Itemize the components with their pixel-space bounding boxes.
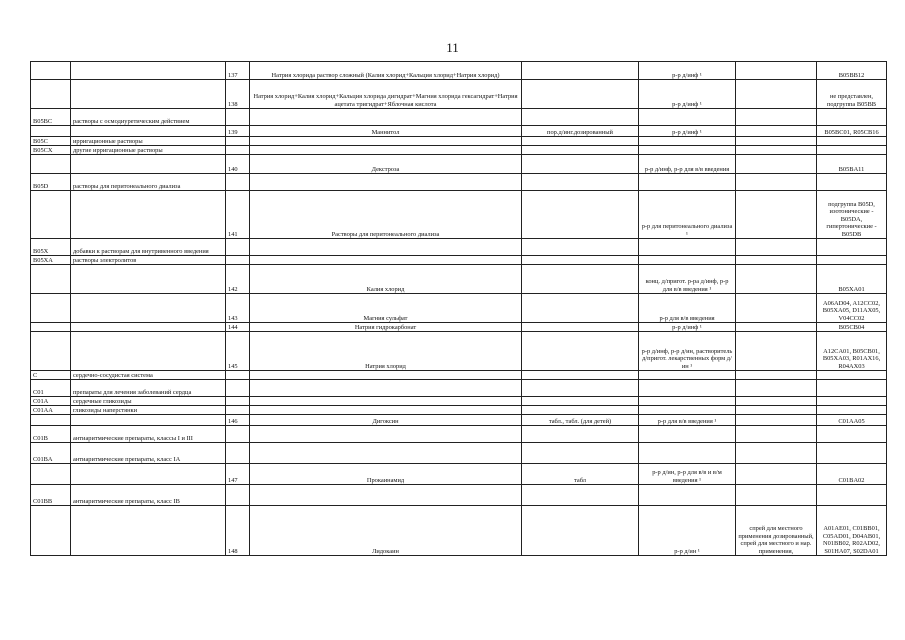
table-row: [31, 265, 887, 294]
dosage-form-cell: табл: [522, 464, 639, 485]
group-description-cell: [71, 323, 226, 332]
table-row: [31, 415, 887, 426]
row-number-cell: [226, 406, 250, 415]
group-description-cell: [71, 506, 226, 556]
row-number-cell: [226, 380, 250, 397]
injection-form-cell: [639, 426, 736, 443]
row-number-cell: 148: [226, 506, 250, 556]
atc-reference-cell: [817, 371, 887, 380]
injection-form-cell: р-р д/ин, р-р для в/в и в/м введения ¹: [639, 464, 736, 485]
drug-name-cell: [250, 256, 522, 265]
atc-code-cell: [31, 506, 71, 556]
injection-form-cell: [639, 146, 736, 155]
other-form-cell: [736, 426, 817, 443]
atc-reference-cell: A12CA01, B05CB01, B05XA03, R01AX16, R04AX03: [817, 332, 887, 371]
other-form-cell: спрей для местного применения дозированный, спрей для местного и нар. применения,: [736, 506, 817, 556]
group-description-cell: другие ирригационные растворы: [71, 146, 226, 155]
drug-name-cell: Калия хлорид: [250, 265, 522, 294]
injection-form-cell: [639, 443, 736, 464]
other-form-cell: [736, 239, 817, 256]
table-row: [31, 332, 887, 371]
other-form-cell: [736, 137, 817, 146]
atc-reference-cell: C01BA02: [817, 464, 887, 485]
group-description-cell: [71, 332, 226, 371]
atc-code-cell: B05D: [31, 174, 71, 191]
row-number-cell: 143: [226, 294, 250, 323]
atc-code-cell: [31, 126, 71, 137]
drug-name-cell: Растворы для перитонеального диализа: [250, 191, 522, 239]
row-number-cell: 138: [226, 80, 250, 109]
injection-form-cell: [639, 137, 736, 146]
group-description-cell: [71, 294, 226, 323]
other-form-cell: [736, 62, 817, 80]
table-row: [31, 126, 887, 137]
other-form-cell: [736, 256, 817, 265]
atc-reference-cell: [817, 397, 887, 406]
injection-form-cell: [639, 485, 736, 506]
page-number: 11: [446, 40, 459, 55]
group-description-cell: антиаритмические препараты, класс IB: [71, 485, 226, 506]
injection-form-cell: [639, 174, 736, 191]
injection-form-cell: конц. д/пригот. р-ра д/инф, р-р для в/в введения ¹: [639, 265, 736, 294]
row-number-cell: [226, 443, 250, 464]
table-row: [31, 406, 887, 415]
atc-code-cell: [31, 323, 71, 332]
atc-reference-cell: B05BB12: [817, 62, 887, 80]
row-number-cell: [226, 426, 250, 443]
injection-form-cell: [639, 256, 736, 265]
atc-reference-cell: [817, 443, 887, 464]
table-row: [31, 380, 887, 397]
atc-reference-cell: [817, 146, 887, 155]
group-description-cell: препараты для лечения заболеваний сердца: [71, 380, 226, 397]
injection-form-cell: р-р для в/в введения ¹: [639, 415, 736, 426]
table-row: [31, 256, 887, 265]
drug-name-cell: [250, 137, 522, 146]
atc-code-cell: [31, 332, 71, 371]
dosage-form-cell: [522, 485, 639, 506]
atc-reference-cell: A01AE01, C01BB01, C05AD01, D04AB01, N01BB02, R02AD02, S01HA07, S02DA01: [817, 506, 887, 556]
drug-name-cell: [250, 426, 522, 443]
row-number-cell: [226, 239, 250, 256]
atc-reference-cell: A06AD04, A12CC02, B05XA05, D11AX05, V04CC02: [817, 294, 887, 323]
row-number-cell: 137: [226, 62, 250, 80]
atc-code-cell: C01B: [31, 426, 71, 443]
other-form-cell: [736, 109, 817, 126]
group-description-cell: [71, 126, 226, 137]
injection-form-cell: [639, 380, 736, 397]
row-number-cell: [226, 174, 250, 191]
dosage-form-cell: [522, 426, 639, 443]
atc-reference-cell: подгруппа B05D, изотонические - B05DA, гипертонические - B05DB: [817, 191, 887, 239]
table-row: [31, 155, 887, 174]
injection-form-cell: [639, 109, 736, 126]
drug-name-cell: Дигоксин: [250, 415, 522, 426]
atc-reference-cell: C01AA05: [817, 415, 887, 426]
row-number-cell: 141: [226, 191, 250, 239]
drug-name-cell: [250, 406, 522, 415]
group-description-cell: [71, 191, 226, 239]
drug-name-cell: [250, 371, 522, 380]
other-form-cell: [736, 323, 817, 332]
atc-reference-cell: [817, 406, 887, 415]
atc-code-cell: C: [31, 371, 71, 380]
other-form-cell: [736, 174, 817, 191]
drug-name-cell: Натрия хлорид: [250, 332, 522, 371]
group-description-cell: антиаритмические препараты, классы I и III: [71, 426, 226, 443]
group-description-cell: [71, 62, 226, 80]
atc-code-cell: C01A: [31, 397, 71, 406]
drug-name-cell: Натрия хлорид+Калия хлорид+Кальция хлорида дигидрат+Магния хлорида гексагидрат+Натрия ацетата тригидрат+Яблочная кислота: [250, 80, 522, 109]
atc-code-cell: B05BC: [31, 109, 71, 126]
row-number-cell: 139: [226, 126, 250, 137]
table-row: [31, 294, 887, 323]
table-row: [31, 371, 887, 380]
group-description-cell: растворы электролитов: [71, 256, 226, 265]
atc-code-cell: C01BB: [31, 485, 71, 506]
injection-form-cell: р-р д/инф ¹: [639, 80, 736, 109]
table-row: [31, 137, 887, 146]
dosage-form-cell: [522, 174, 639, 191]
table-row: [31, 80, 887, 109]
dosage-form-cell: [522, 137, 639, 146]
other-form-cell: [736, 464, 817, 485]
atc-code-cell: [31, 294, 71, 323]
atc-code-cell: B05CX: [31, 146, 71, 155]
row-number-cell: [226, 397, 250, 406]
table-row: [31, 191, 887, 239]
other-form-cell: [736, 443, 817, 464]
group-description-cell: сердечно-сосудистая система: [71, 371, 226, 380]
row-number-cell: [226, 256, 250, 265]
row-number-cell: [226, 371, 250, 380]
atc-code-cell: B05C: [31, 137, 71, 146]
injection-form-cell: [639, 406, 736, 415]
atc-code-cell: C01: [31, 380, 71, 397]
drug-name-cell: [250, 146, 522, 155]
row-number-cell: 147: [226, 464, 250, 485]
group-description-cell: гликозиды наперстянки: [71, 406, 226, 415]
atc-reference-cell: [817, 137, 887, 146]
drug-name-cell: [250, 397, 522, 406]
group-description-cell: добавки к растворам для внутривенного введения: [71, 239, 226, 256]
injection-form-cell: [639, 239, 736, 256]
dosage-form-cell: [522, 506, 639, 556]
table-row: [31, 174, 887, 191]
atc-code-cell: C01BA: [31, 443, 71, 464]
table-row: [31, 485, 887, 506]
row-number-cell: 142: [226, 265, 250, 294]
atc-reference-cell: [817, 485, 887, 506]
atc-code-cell: [31, 464, 71, 485]
table-row: [31, 239, 887, 256]
dosage-form-cell: [522, 332, 639, 371]
table-row: [31, 62, 887, 80]
table-row: [31, 109, 887, 126]
drug-name-cell: [250, 239, 522, 256]
drug-name-cell: [250, 443, 522, 464]
other-form-cell: [736, 191, 817, 239]
injection-form-cell: р-р д/инф, р-р д/ин, растворитель д/пригот. лекарственных форм д/ин ¹: [639, 332, 736, 371]
atc-code-cell: C01AA: [31, 406, 71, 415]
row-number-cell: [226, 146, 250, 155]
drug-name-cell: [250, 109, 522, 126]
injection-form-cell: р-р д/инф ¹: [639, 62, 736, 80]
group-description-cell: [71, 464, 226, 485]
group-description-cell: [71, 80, 226, 109]
group-description-cell: сердечные гликозиды: [71, 397, 226, 406]
group-description-cell: антиаритмические препараты, класс IA: [71, 443, 226, 464]
row-number-cell: [226, 109, 250, 126]
drug-name-cell: Натрия хлорида раствор сложный (Калия хлорид+Кальция хлорид+Натрия хлорид): [250, 62, 522, 80]
drug-name-cell: [250, 174, 522, 191]
row-number-cell: 146: [226, 415, 250, 426]
dosage-form-cell: [522, 256, 639, 265]
dosage-form-cell: [522, 380, 639, 397]
other-form-cell: [736, 265, 817, 294]
drug-name-cell: Натрия гидрокарбонат: [250, 323, 522, 332]
atc-reference-cell: [817, 109, 887, 126]
atc-code-cell: B05XA: [31, 256, 71, 265]
atc-reference-cell: [817, 426, 887, 443]
other-form-cell: [736, 155, 817, 174]
row-number-cell: [226, 485, 250, 506]
dosage-form-cell: [522, 239, 639, 256]
other-form-cell: [736, 146, 817, 155]
group-description-cell: [71, 415, 226, 426]
injection-form-cell: [639, 371, 736, 380]
dosage-form-cell: [522, 109, 639, 126]
other-form-cell: [736, 332, 817, 371]
table-row: [31, 443, 887, 464]
dosage-form-cell: [522, 80, 639, 109]
row-number-cell: 145: [226, 332, 250, 371]
row-number-cell: 144: [226, 323, 250, 332]
table-row: [31, 464, 887, 485]
dosage-form-cell: табл., табл. (для детей): [522, 415, 639, 426]
drug-name-cell: Маннитол: [250, 126, 522, 137]
atc-reference-cell: B05BA11: [817, 155, 887, 174]
injection-form-cell: р-р для в/в введения: [639, 294, 736, 323]
other-form-cell: [736, 415, 817, 426]
injection-form-cell: р-р д/инф ¹: [639, 323, 736, 332]
atc-reference-cell: [817, 174, 887, 191]
atc-code-cell: [31, 80, 71, 109]
dosage-form-cell: [522, 443, 639, 464]
other-form-cell: [736, 380, 817, 397]
atc-reference-cell: не представлен, подгруппа B05BB: [817, 80, 887, 109]
dosage-form-cell: [522, 294, 639, 323]
atc-code-cell: [31, 191, 71, 239]
group-description-cell: [71, 155, 226, 174]
table-row: [31, 323, 887, 332]
dosage-form-cell: [522, 406, 639, 415]
dosage-form-cell: [522, 146, 639, 155]
drug-list-table: [30, 61, 887, 556]
row-number-cell: 140: [226, 155, 250, 174]
atc-code-cell: [31, 265, 71, 294]
atc-code-cell: [31, 415, 71, 426]
injection-form-cell: [639, 397, 736, 406]
atc-reference-cell: B05BC01, R05CB16: [817, 126, 887, 137]
drug-name-cell: [250, 380, 522, 397]
other-form-cell: [736, 371, 817, 380]
other-form-cell: [736, 397, 817, 406]
group-description-cell: ирригационные растворы: [71, 137, 226, 146]
group-description-cell: растворы с осмодиуретическим действием: [71, 109, 226, 126]
table-row: [31, 426, 887, 443]
other-form-cell: [736, 126, 817, 137]
other-form-cell: [736, 406, 817, 415]
dosage-form-cell: [522, 397, 639, 406]
drug-name-cell: Прокаинамид: [250, 464, 522, 485]
other-form-cell: [736, 80, 817, 109]
atc-reference-cell: [817, 239, 887, 256]
injection-form-cell: р-р д/ин ¹: [639, 506, 736, 556]
atc-code-cell: B05X: [31, 239, 71, 256]
atc-code-cell: [31, 155, 71, 174]
dosage-form-cell: [522, 155, 639, 174]
group-description-cell: растворы для перитонеального диализа: [71, 174, 226, 191]
drug-name-cell: Магния сульфат: [250, 294, 522, 323]
injection-form-cell: р-р для перитонеального диализа ¹: [639, 191, 736, 239]
other-form-cell: [736, 485, 817, 506]
table-row: [31, 397, 887, 406]
atc-code-cell: [31, 62, 71, 80]
table-row: [31, 506, 887, 556]
dosage-form-cell: [522, 323, 639, 332]
atc-reference-cell: [817, 256, 887, 265]
dosage-form-cell: [522, 265, 639, 294]
drug-name-cell: Лидокаин: [250, 506, 522, 556]
drug-name-cell: Декстроза: [250, 155, 522, 174]
dosage-form-cell: [522, 371, 639, 380]
injection-form-cell: р-р д/инф ¹: [639, 126, 736, 137]
drug-name-cell: [250, 485, 522, 506]
atc-reference-cell: [817, 380, 887, 397]
row-number-cell: [226, 137, 250, 146]
dosage-form-cell: [522, 191, 639, 239]
group-description-cell: [71, 265, 226, 294]
injection-form-cell: р-р д/инф, р-р для в/в введения: [639, 155, 736, 174]
atc-reference-cell: B05XA01: [817, 265, 887, 294]
other-form-cell: [736, 294, 817, 323]
dosage-form-cell: пор.д/инг.дозированный: [522, 126, 639, 137]
table-row: [31, 146, 887, 155]
atc-reference-cell: B05CB04: [817, 323, 887, 332]
dosage-form-cell: [522, 62, 639, 80]
